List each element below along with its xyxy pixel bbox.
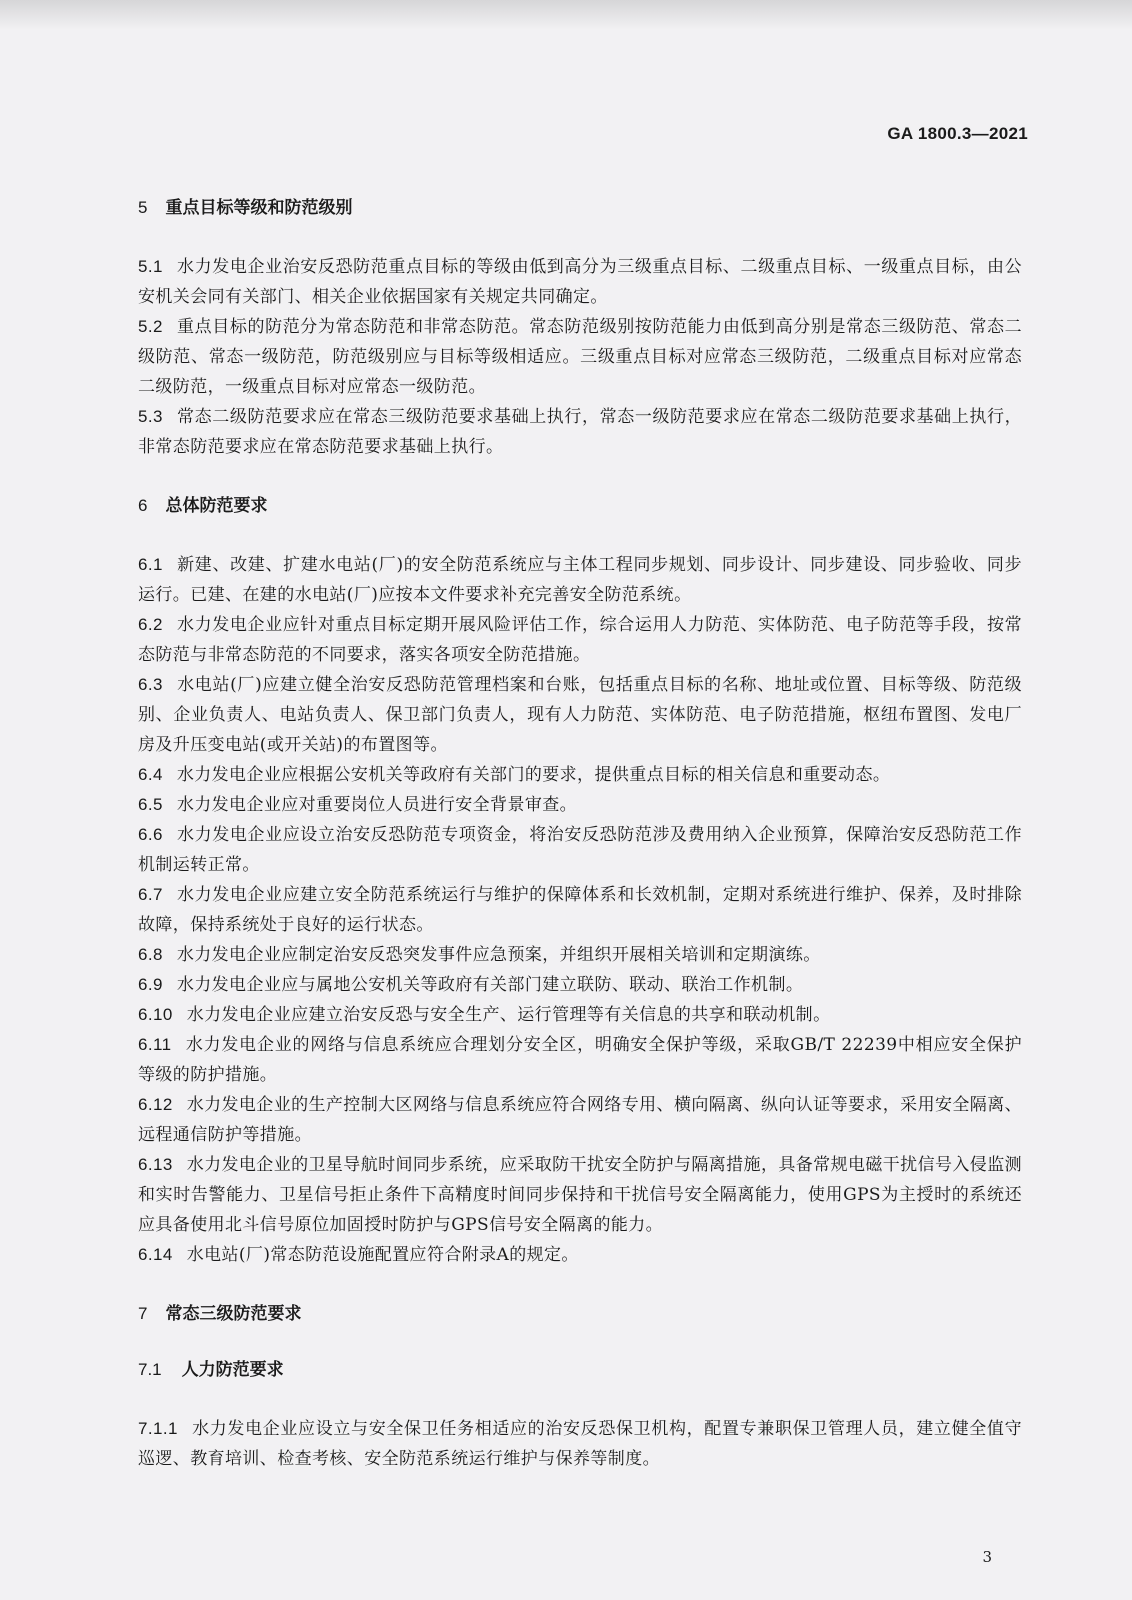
clause-number: 6.9 [138,975,163,994]
section-title: 常态三级防范要求 [165,1304,302,1323]
clause-text: 水力发电企业的生产控制大区网络与信息系统应符合网络专用、横向隔离、纵向认证等要求，采用安全隔离、远程通信防护等措施。 [138,1095,1022,1145]
subsection-number: 7.1 [138,1360,162,1379]
clause-text: 水力发电企业的卫星导航时间同步系统，应采取防干扰安全防护与隔离措施，具备常规电磁干扰信号入侵监测和实时告警能力、卫星信号拒止条件下高精度时间同步保持和干扰信号安全隔离能力，使用GPS为主授时的系统还应具备使用北斗信号原位加固授时防护与GPS信号安全隔离的能力。 [138,1155,1022,1235]
clause-number: 6.3 [138,675,163,694]
subsection-title: 人力防范要求 [181,1360,284,1379]
clause-number: 6.11 [138,1035,172,1054]
clause-text: 水力发电企业应针对重点目标定期开展风险评估工作，综合运用人力防范、实体防范、电子防范等手段，按常态防范与非常态防范的不同要求，落实各项安全防范措施。 [138,615,1022,665]
document-code: GA 1800.3—2021 [887,124,1028,143]
clause-text: 水力发电企业应建立治安反恐与安全生产、运行管理等有关信息的共享和联动机制。 [186,1005,831,1025]
section-number: 7 [138,1304,148,1323]
clause-6-5 [138,790,1022,820]
clause-5-1 [138,252,1022,312]
clause-text: 水力发电企业的网络与信息系统应合理划分安全区，明确安全保护等级，采取GB/T 22239中相应安全保护等级的防护措施。 [138,1035,1022,1085]
clause-6-8 [138,940,1022,970]
clause-6-4 [138,760,1022,790]
clause-text: 水力发电企业应设立治安反恐防范专项资金，将治安反恐防范涉及费用纳入企业预算，保障治安反恐防范工作机制运转正常。 [138,825,1022,875]
clause-number: 6.10 [138,1005,173,1024]
clause-number: 6.12 [138,1095,173,1114]
clause-number: 6.7 [138,885,163,904]
clause-text: 水力发电企业应与属地公安机关等政府有关部门建立联防、联动、联治工作机制。 [176,975,804,995]
clause-number: 6.14 [138,1245,173,1264]
clause-number: 5.3 [138,407,163,426]
clause-5-3 [138,402,1022,462]
clause-6-10 [138,1000,1022,1030]
section-heading-7 [138,1302,1022,1326]
clause-text: 水力发电企业治安反恐防范重点目标的等级由低到高分为三级重点目标、二级重点目标、一级重点目标，由公安机关会同有关部门、相关企业依据国家有关规定共同确定。 [138,257,1022,307]
clause-7-1-1 [138,1414,1022,1474]
clause-text: 水力发电企业应建立安全防范系统运行与维护的保障体系和长效机制，定期对系统进行维护、保养，及时排除故障，保持系统处于良好的运行状态。 [138,885,1022,935]
clause-number: 6.5 [138,795,163,814]
clause-6-14 [138,1240,1022,1270]
clause-6-13 [138,1150,1022,1240]
section-number: 5 [138,198,148,217]
clause-number: 5.2 [138,317,163,336]
subsection-heading-7-1 [138,1358,1022,1382]
clause-number: 5.1 [138,257,163,276]
clause-6-2 [138,610,1022,670]
clause-6-1 [138,550,1022,610]
page-content [138,196,1022,1474]
section-heading-5 [138,196,1022,220]
clause-text: 新建、改建、扩建水电站(厂)的安全防范系统应与主体工程同步规划、同步设计、同步建设、同步验收、同步运行。已建、在建的水电站(厂)应按本文件要求补充完善安全防范系统。 [138,555,1022,605]
clause-text: 水电站(厂)常态防范设施配置应符合附录A的规定。 [186,1245,579,1265]
section-number: 6 [138,496,148,515]
clause-number: 6.4 [138,765,163,784]
clause-text: 常态二级防范要求应在常态三级防范要求基础上执行，常态一级防范要求应在常态二级防范要求基础上执行，非常态防范要求应在常态防范要求基础上执行。 [138,407,1022,457]
clause-6-7 [138,880,1022,940]
clause-6-3 [138,670,1022,760]
clause-6-6 [138,820,1022,880]
scan-shadow [0,0,1132,30]
page-number: 3 [982,1548,992,1566]
clause-number: 6.2 [138,615,163,634]
clause-6-9 [138,970,1022,1000]
clause-number: 6.1 [138,555,163,574]
clause-5-2 [138,312,1022,402]
clause-number: 6.8 [138,945,163,964]
clause-text: 水力发电企业应设立与安全保卫任务相适应的治安反恐保卫机构，配置专兼职保卫管理人员，建立健全值守巡逻、教育培训、检查考核、安全防范系统运行维护与保养等制度。 [138,1419,1022,1469]
clause-number: 7.1.1 [138,1419,178,1438]
clause-text: 水力发电企业应根据公安机关等政府有关部门的要求，提供重点目标的相关信息和重要动态。 [176,765,891,785]
clause-6-12 [138,1090,1022,1150]
clause-text: 水力发电企业应制定治安反恐突发事件应急预案，并组织开展相关培训和定期演练。 [176,945,821,965]
clause-number: 6.6 [138,825,163,844]
clause-text: 水电站(厂)应建立健全治安反恐防范管理档案和台账，包括重点目标的名称、地址或位置、目标等级、防范级别、企业负责人、电站负责人、保卫部门负责人，现有人力防范、实体防范、电子防范措施，枢纽布置图、发电厂房及升压变电站(或开关站)的布置图等。 [138,675,1022,755]
clause-number: 6.13 [138,1155,173,1174]
section-title: 总体防范要求 [165,496,268,515]
clause-text: 重点目标的防范分为常态防范和非常态防范。常态防范级别按防范能力由低到高分别是常态三级防范、常态二级防范、常态一级防范，防范级别应与目标等级相适应。三级重点目标对应常态三级防范，二级重点目标对应常态二级防范，一级重点目标对应常态一级防范。 [138,317,1022,397]
section-title: 重点目标等级和防范级别 [165,198,353,217]
section-heading-6 [138,494,1022,518]
clause-6-11 [138,1030,1022,1090]
clause-text: 水力发电企业应对重要岗位人员进行安全背景审查。 [176,795,578,815]
